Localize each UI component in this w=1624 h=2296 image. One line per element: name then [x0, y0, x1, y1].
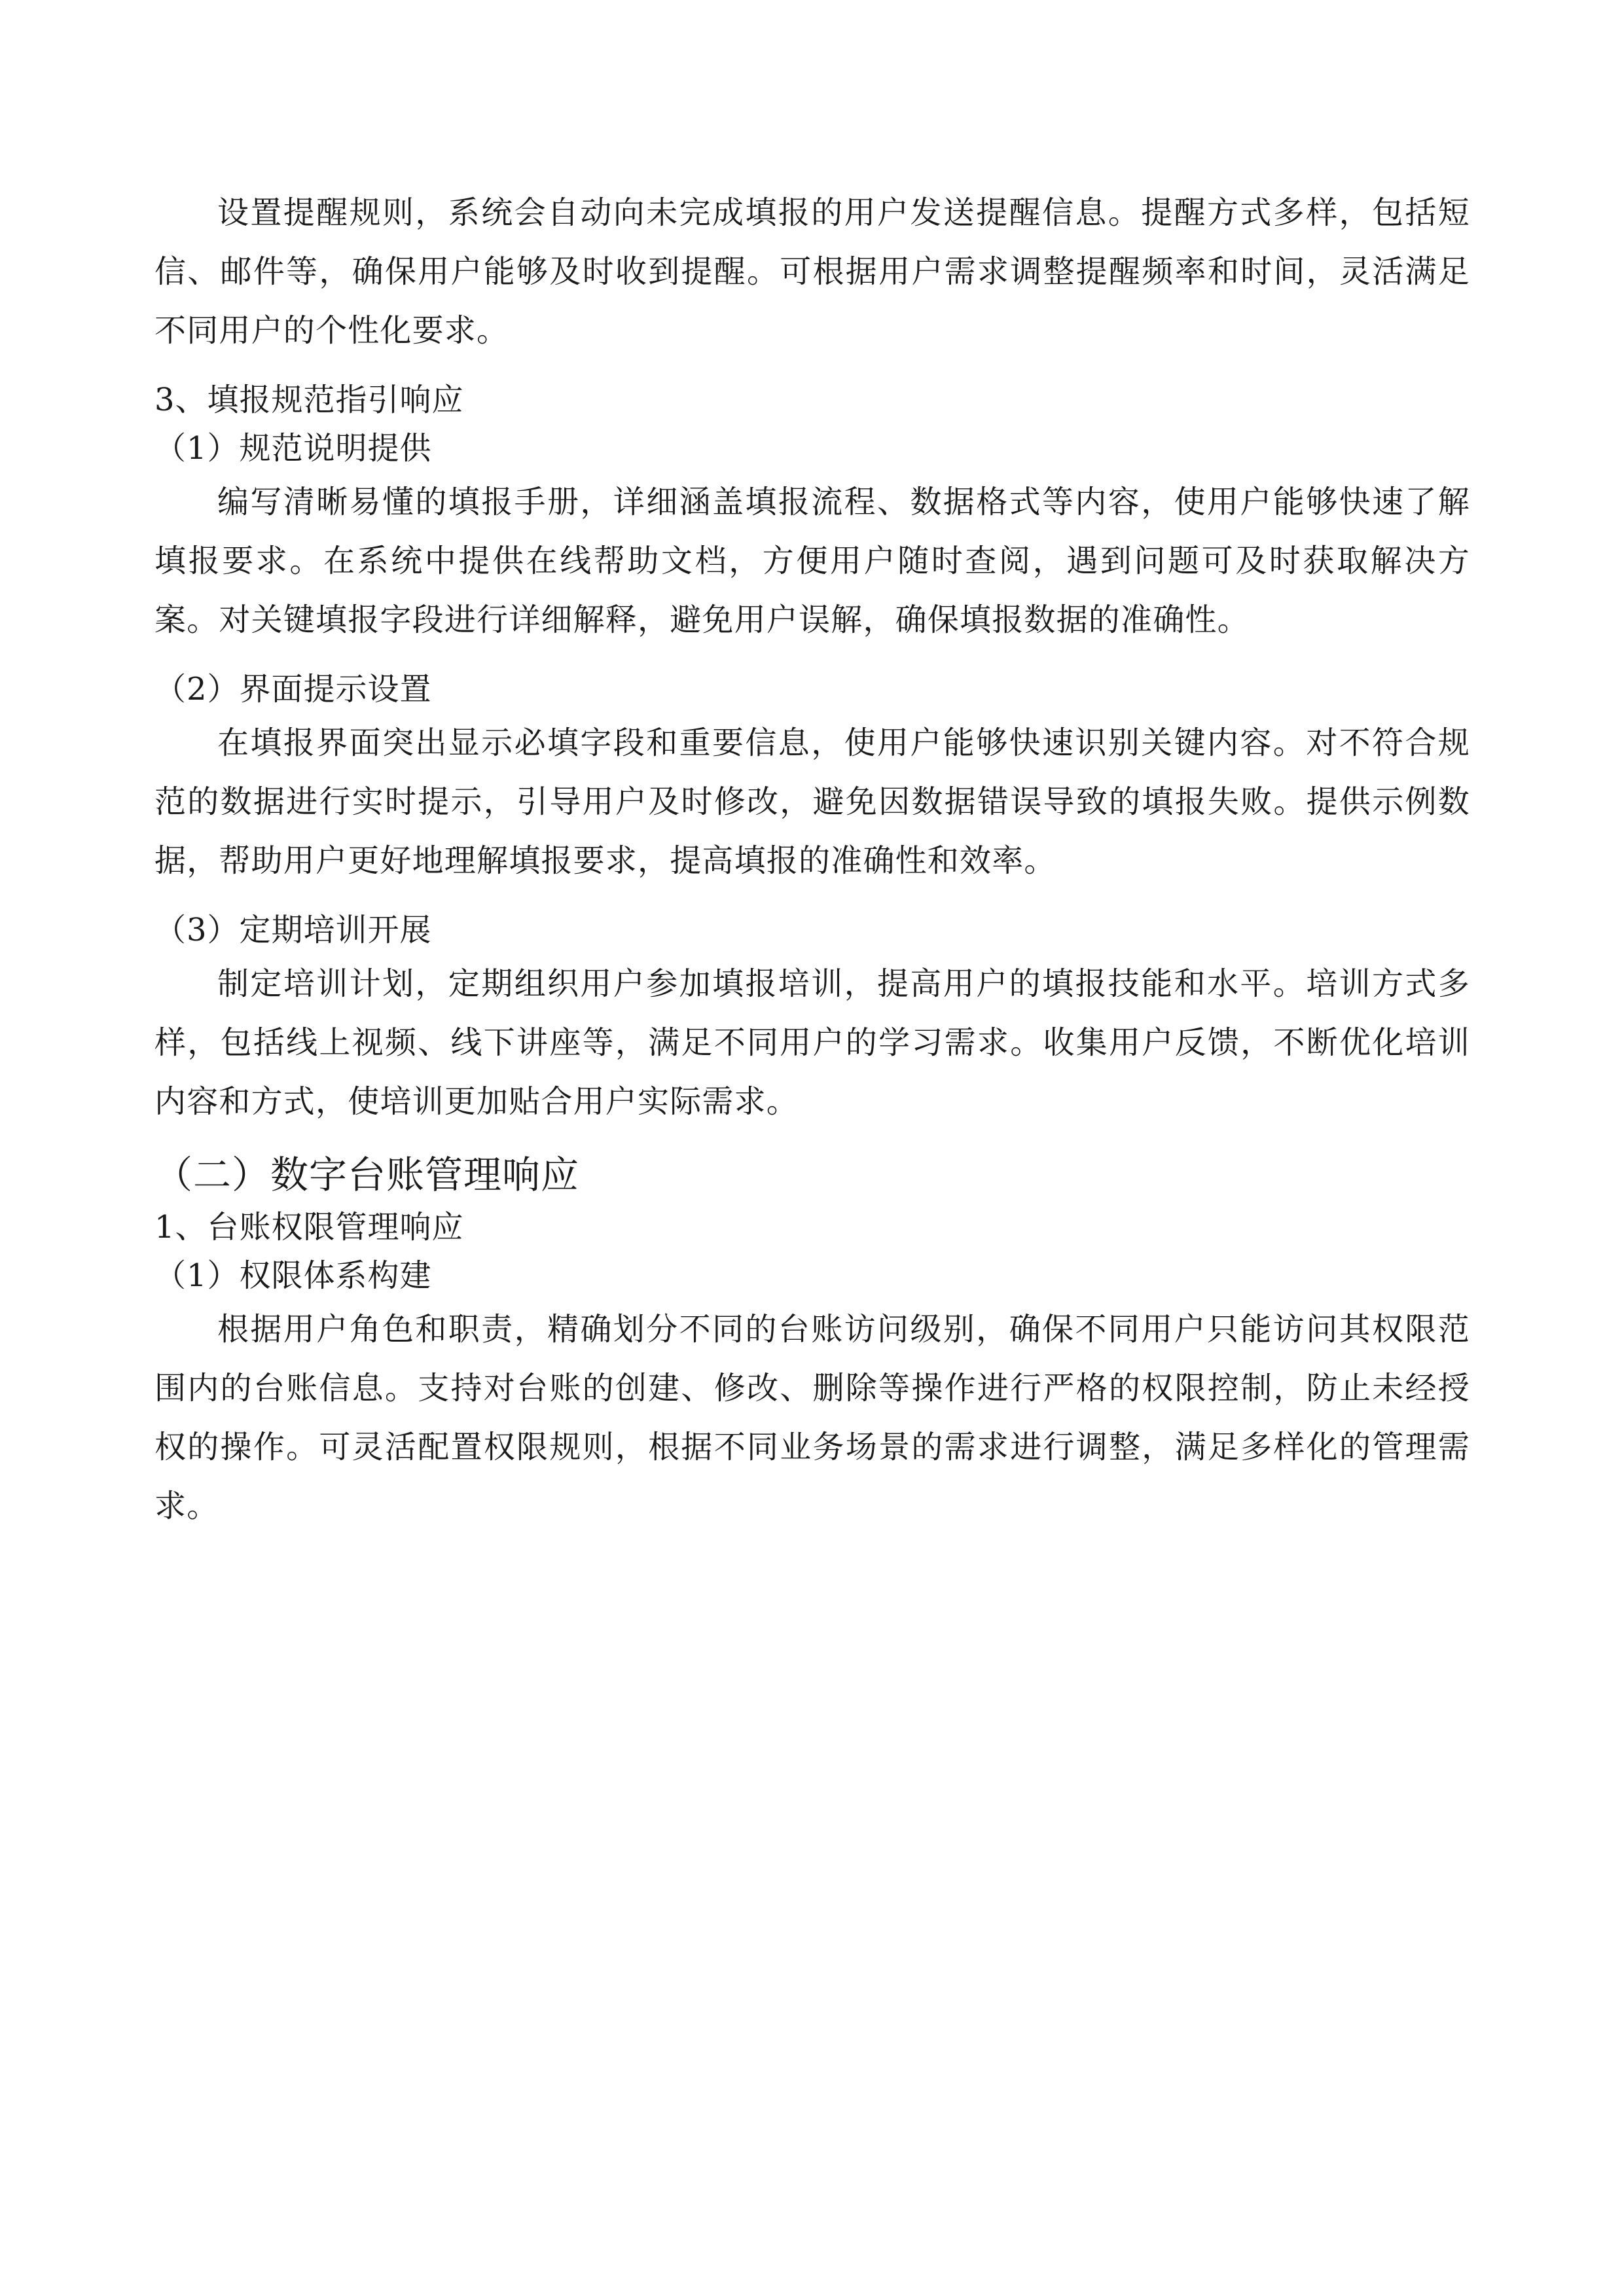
section-heading-fill-guidelines: 3、填报规范指引响应 — [154, 382, 464, 418]
section-heading-ledger-permissions: 1、台账权限管理响应 — [154, 1209, 464, 1246]
subheading-interface-hints: （2）界面提示设置 — [154, 671, 432, 708]
paragraph-interface-hints: 在填报界面突出显示必填字段和重要信息，使用户能够快速识别关键内容。对不符合规范的数据进行实时提示，引导用户及时修改，避免因数据错误导致的填报失败。提供示例数据，帮助用户更好地理解填报要求，提高填报的准确性和效率。 — [154, 725, 1470, 879]
chapter-heading-digital-ledger: （二）数字台账管理响应 — [154, 1153, 580, 1197]
subheading-spec-description: （1）规范说明提供 — [154, 430, 432, 467]
paragraph-regular-training: 制定培训计划，定期组织用户参加填报培训，提高用户的填报技能和水平。培训方式多样，包括线上视频、线下讲座等，满足不同用户的学习需求。收集用户反馈，不断优化培训内容和方式，使培训更加贴合用户实际需求。 — [154, 965, 1470, 1120]
document-body — [154, 183, 1470, 1551]
subheading-permission-system: （1）权限体系构建 — [154, 1257, 432, 1294]
subheading-regular-training: （3）定期培训开展 — [154, 912, 432, 948]
paragraph-spec-description: 编写清晰易懂的填报手册，详细涵盖填报流程、数据格式等内容，使用户能够快速了解填报要求。在系统中提供在线帮助文档，方便用户随时查阅，遇到问题可及时获取解决方案。对关键填报字段进行详细解释，避免用户误解，确保填报数据的准确性。 — [154, 484, 1470, 638]
paragraph-permission-system: 根据用户角色和职责，精确划分不同的台账访问级别，确保不同用户只能访问其权限范围内的台账信息。支持对台账的创建、修改、删除等操作进行严格的权限控制，防止未经授权的操作。可灵活配置权限规则，根据不同业务场景的需求进行调整，满足多样化的管理需求。 — [154, 1311, 1470, 1524]
paragraph-reminder-rules: 设置提醒规则，系统会自动向未完成填报的用户发送提醒信息。提醒方式多样，包括短信、邮件等，确保用户能够及时收到提醒。可根据用户需求调整提醒频率和时间，灵活满足不同用户的个性化要求。 — [154, 194, 1470, 349]
